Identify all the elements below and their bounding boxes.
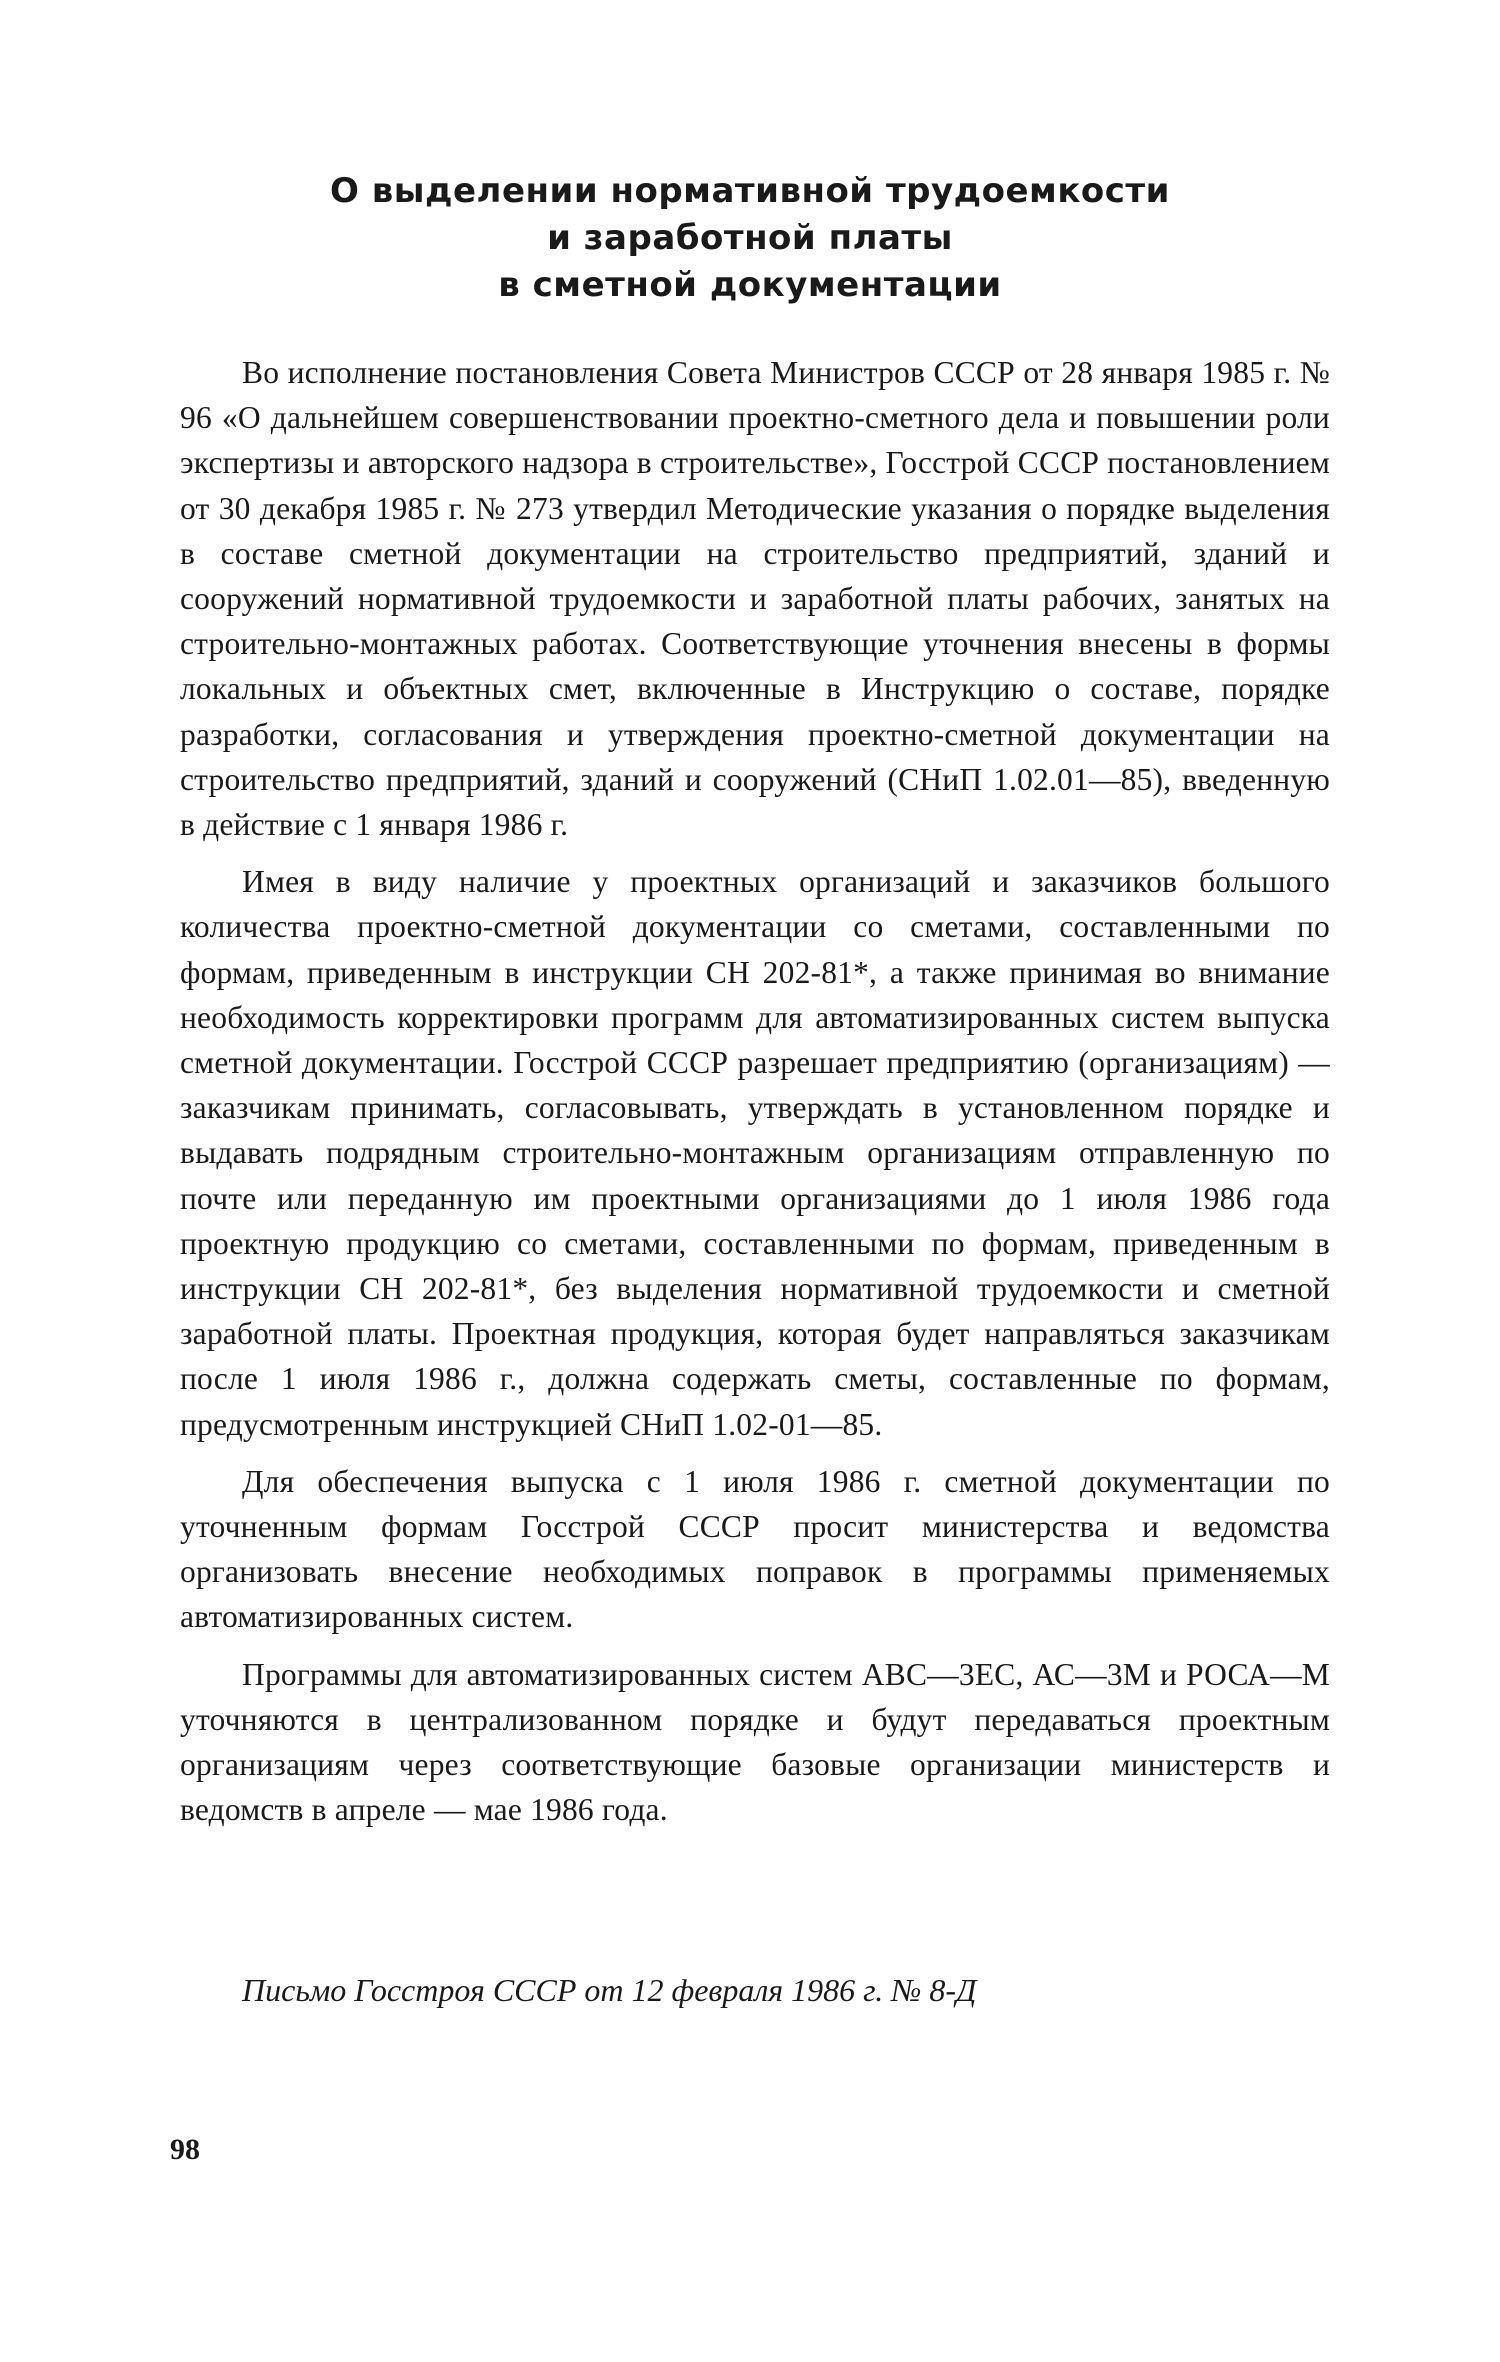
document-source-signature: Письмо Госстроя СССР от 12 февраля 1986 г. № 8-Д [242,1972,977,2008]
paragraph: Имея в виду наличие у проектных организаций и заказчиков большого количества проектно-сметной документации со сметами, составленными по формам, приведенным в инструкции СН 202-81*, а также принимая во внимание необходимость корректировки программ для автоматизированных систем выпуска сметной документации. Госстрой СССР разрешает предприятию (организациям) — заказчикам принимать, согласовывать, утверждать в установленном порядке и выдавать подрядным строительно-монтажным организациям отправленную по почте или переданную им проектными организациями до 1 июля 1986 года проектную продукцию со сметами, составленными по формам, приведенным в инструкции СН 202-81*, без выделения нормативной трудоемкости и сметной заработной платы. Проектная продукция, которая будет направляться заказчикам после 1 июля 1986 г., должна содержать сметы, составленные по формам, предусмотренным инструкцией СНиП 1.02-01—85. [180,864,1330,1442]
paragraph: Во исполнение постановления Совета Министров СССР от 28 января 1985 г. № 96 «О дальнейшем совершенствовании проектно-сметного дела и повышении роли экспертизы и авторского надзора в строительстве», Госстрой СССР постановлением от 30 декабря 1985 г. № 273 утвердил Методические указания о порядке выделения в составе сметной документации на строительство предприятий, зданий и сооружений нормативной трудоемкости и заработной платы рабочих, занятых на строительно-монтажных работах. Соответствующие уточнения внесены в формы локальных и объектных смет, включенные в Инструкцию о составе, порядке разработки, согласования и утверждения проектно-сметной документации на строительство предприятий, зданий и сооружений (СНиП 1.02.01—85), введенную в действие с 1 января 1986 г. [180,355,1330,843]
title-line: О выделении нормативной трудоемкости [330,171,1170,211]
title-line: в сметной документации [498,265,1002,305]
document-body [180,350,1330,1845]
paragraph: Для обеспечения выпуска с 1 июля 1986 г. сметной документации по уточненным формам Госстрой СССР просит министерства и ведомства организовать внесение необходимых поправок в программы применяемых автоматизированных систем. [180,1463,1330,1635]
document-title [180,168,1320,309]
page-number: 98 [170,2133,200,2166]
title-line: и заработной платы [547,218,953,258]
paragraph: Программы для автоматизированных систем АВС—3ЕС, АС—3М и РОСА—М уточняются в централизованном порядке и будут передаваться проектным организациям через соответствующие базовые организации министерств и ведомств в апреле — мае 1986 года. [180,1656,1330,1828]
